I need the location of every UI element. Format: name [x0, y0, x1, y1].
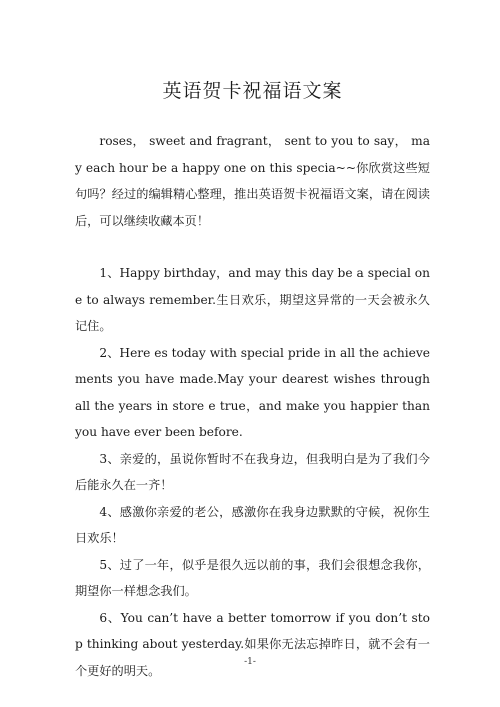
list-item: 1、Happy birthday，and may this day be a special one to always remember.生日欢乐，期望这异常的一天会被永久记住。 — [75, 266, 430, 333]
list-item: 3、亲爱的，虽说你暂时不在我身边，但我明白是为了我们今后能永久在一齐！ — [75, 451, 430, 492]
intro-paragraph: roses， sweet and fragrant， sent to you to say， may each hour be a happy one on this specia~~你欣赏这些短句吗？经过的编辑精心整理，推出英语贺卡祝福语文案，请在阅读后，可以继续收藏本页！ — [75, 134, 430, 228]
document-title: 英语贺卡祝福语文案 — [162, 80, 343, 102]
page-number: -1- — [244, 657, 256, 667]
list-item: 4、感激你亲爱的老公，感激你在我身边默默的守候，祝你生日欢乐！ — [75, 504, 430, 545]
list-item: 5、过了一年，似乎是很久远以前的事，我们会很想念我你，期望你一样想念我们。 — [75, 557, 430, 598]
list-item: 2、Here es today with special pride in all the achievements you have made.May your dearest wishes through all the years in store e true，and make you happier than you have ever been before. — [75, 345, 430, 439]
list-item: 6、You can’t have a better tomorrow if you don’t stop thinking about yesterday.如果你无法忘掉昨日，就不会有一个更好的明天。 — [75, 610, 430, 678]
